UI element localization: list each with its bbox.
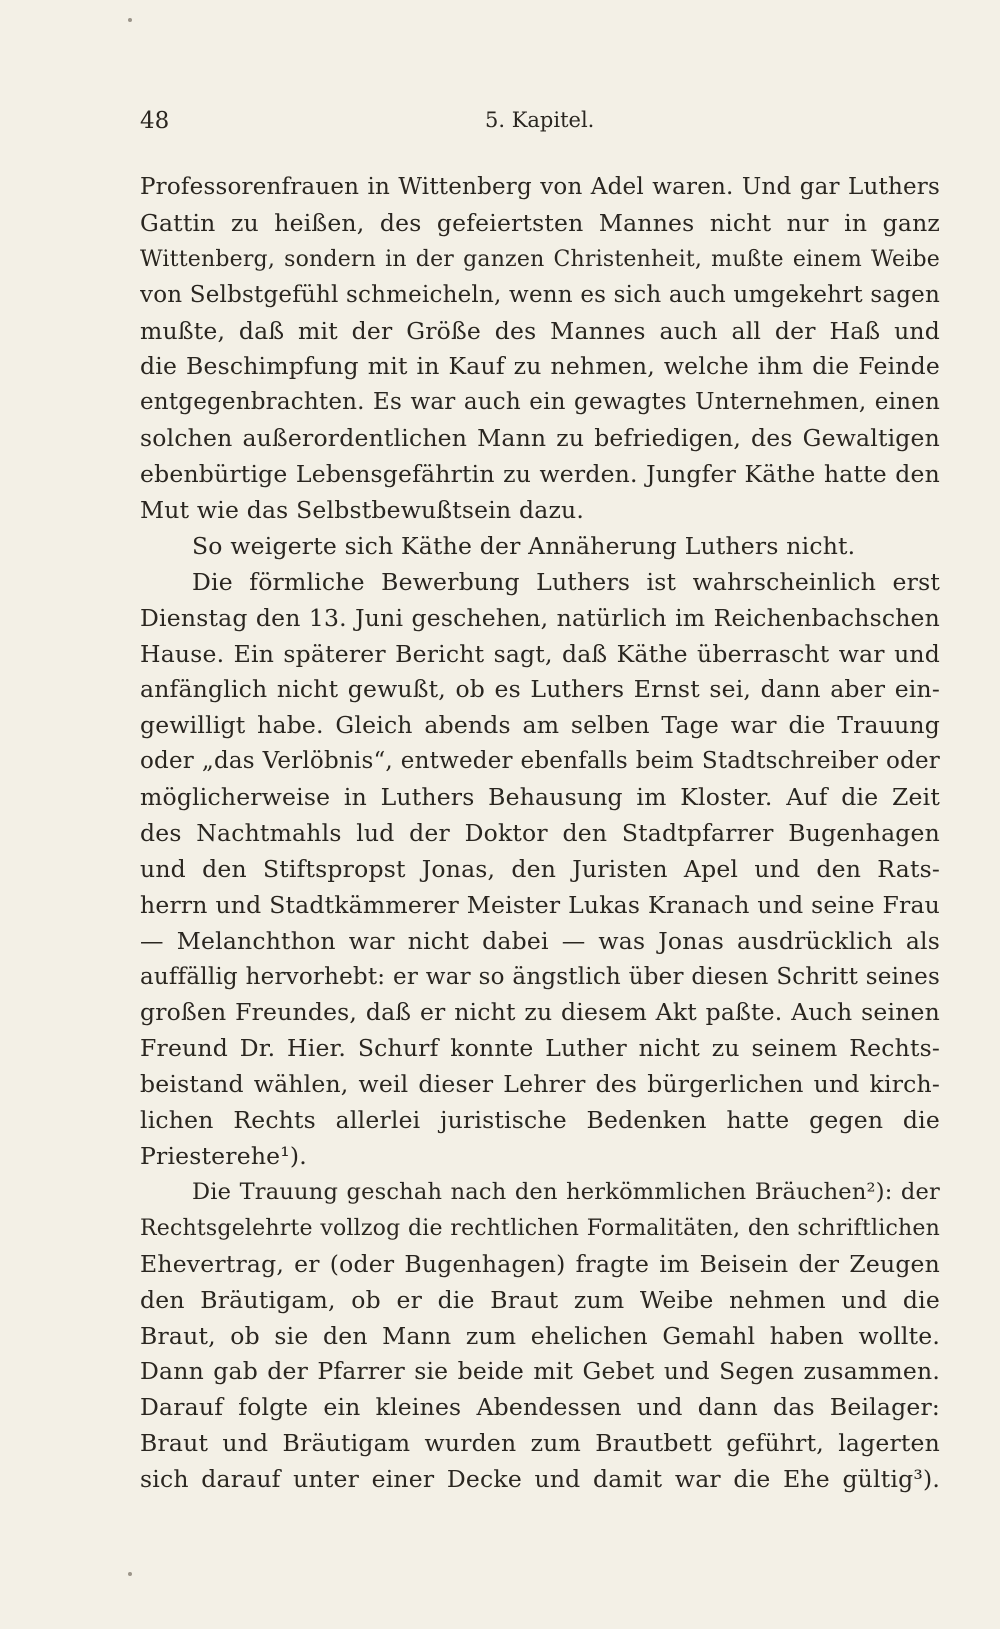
- text-line: mußte, daß mit der Größe des Mannes auch all der Haß und: [140, 316, 940, 345]
- text-line: solchen außerordentlichen Mann zu befriedigen, des Gewaltigen: [140, 424, 940, 453]
- text-line: herrn und Stadtkämmerer Meister Lukas Kranach und seine Frau: [140, 890, 940, 919]
- text-line: anfänglich nicht gewußt, ob es Luthers Ernst sei, dann aber ein-: [140, 675, 940, 704]
- running-title: 5. Kapitel.: [485, 108, 595, 132]
- text-line: auffällig hervorhebt: er war so ängstlich über diesen Schritt seines: [140, 963, 940, 990]
- page-number: 48: [140, 108, 170, 134]
- text-line: Rechtsgelehrte vollzog die rechtlichen Formalitäten, den schriftlichen: [140, 1215, 940, 1241]
- text-line: und den Stiftspropst Jonas, den Juristen Apel und den Rats-: [140, 854, 940, 883]
- text-line: lichen Rechts allerlei juristische Bedenken hatte gegen die: [140, 1106, 940, 1135]
- text-line: möglicherweise in Luthers Behausung im Kloster. Auf die Zeit: [140, 783, 940, 812]
- text-line: Wittenberg, sondern in der ganzen Christenheit, mußte einem Weibe: [140, 246, 940, 272]
- text-line: Die Trauung geschah nach den herkömmlichen Bräuchen²): der: [192, 1178, 940, 1205]
- text-line: oder „das Verlöbnis“, entweder ebenfalls beim Stadtschreiber oder: [140, 748, 940, 775]
- text-line: Die förmliche Bewerbung Luthers ist wahrscheinlich erst: [192, 567, 940, 596]
- text-line: Darauf folgte ein kleines Abendessen und dann das Beilager:: [140, 1393, 940, 1422]
- text-line: Braut und Bräutigam wurden zum Brautbett geführt, lagerten: [140, 1429, 940, 1458]
- text-line: — Melanchthon war nicht dabei — was Jonas ausdrücklich als: [140, 926, 940, 955]
- text-line: Dienstag den 13. Juni geschehen, natürlich im Reichenbachschen: [140, 603, 940, 632]
- text-line: beistand wählen, weil dieser Lehrer des bürgerlichen und kirch-: [140, 1070, 940, 1099]
- body-text: [140, 170, 940, 1498]
- text-line: des Nachtmahls lud der Doktor den Stadtpfarrer Bugenhagen: [140, 819, 940, 848]
- paper-speck: [128, 1572, 132, 1576]
- text-line: Mut wie das Selbstbewußtsein dazu.: [140, 496, 585, 525]
- text-line: die Beschimpfung mit in Kauf zu nehmen, welche ihm die Feinde: [140, 352, 940, 381]
- page-header: [140, 108, 940, 140]
- text-line: ebenbürtige Lebensgefährtin zu werden. Jungfer Käthe hatte den: [140, 460, 940, 489]
- paper-speck: [128, 18, 132, 22]
- text-line: So weigerte sich Käthe der Annäherung Luthers nicht.: [192, 531, 856, 560]
- text-line: Dann gab der Pfarrer sie beide mit Gebet und Segen zusammen.: [140, 1357, 940, 1386]
- text-line: Freund Dr. Hier. Schurf konnte Luther nicht zu seinem Rechts-: [140, 1034, 940, 1063]
- text-line: Gattin zu heißen, des gefeiertsten Mannes nicht nur in ganz: [140, 208, 940, 237]
- text-line: Ehevertrag, er (oder Bugenhagen) fragte im Beisein der Zeugen: [140, 1249, 940, 1278]
- text-line: Professorenfrauen in Wittenberg von Adel waren. Und gar Luthers: [140, 174, 940, 200]
- text-line: großen Freundes, daß er nicht zu diesem Akt paßte. Auch seinen: [140, 998, 940, 1027]
- text-line: sich darauf unter einer Decke und damit war die Ehe gültig³).: [140, 1465, 940, 1494]
- text-line: Priesterehe¹).: [140, 1142, 307, 1171]
- text-line: Hause. Ein späterer Bericht sagt, daß Käthe überrascht war und: [140, 639, 940, 668]
- text-line: den Bräutigam, ob er die Braut zum Weibe nehmen und die: [140, 1285, 940, 1314]
- text-line: entgegenbrachten. Es war auch ein gewagtes Unternehmen, einen: [140, 389, 940, 416]
- text-line: gewilligt habe. Gleich abends am selben Tage war die Trauung: [140, 711, 940, 740]
- text-line: Braut, ob sie den Mann zum ehelichen Gemahl haben wollte.: [140, 1321, 940, 1350]
- text-line: von Selbstgefühl schmeicheln, wenn es sich auch umgekehrt sagen: [140, 281, 940, 308]
